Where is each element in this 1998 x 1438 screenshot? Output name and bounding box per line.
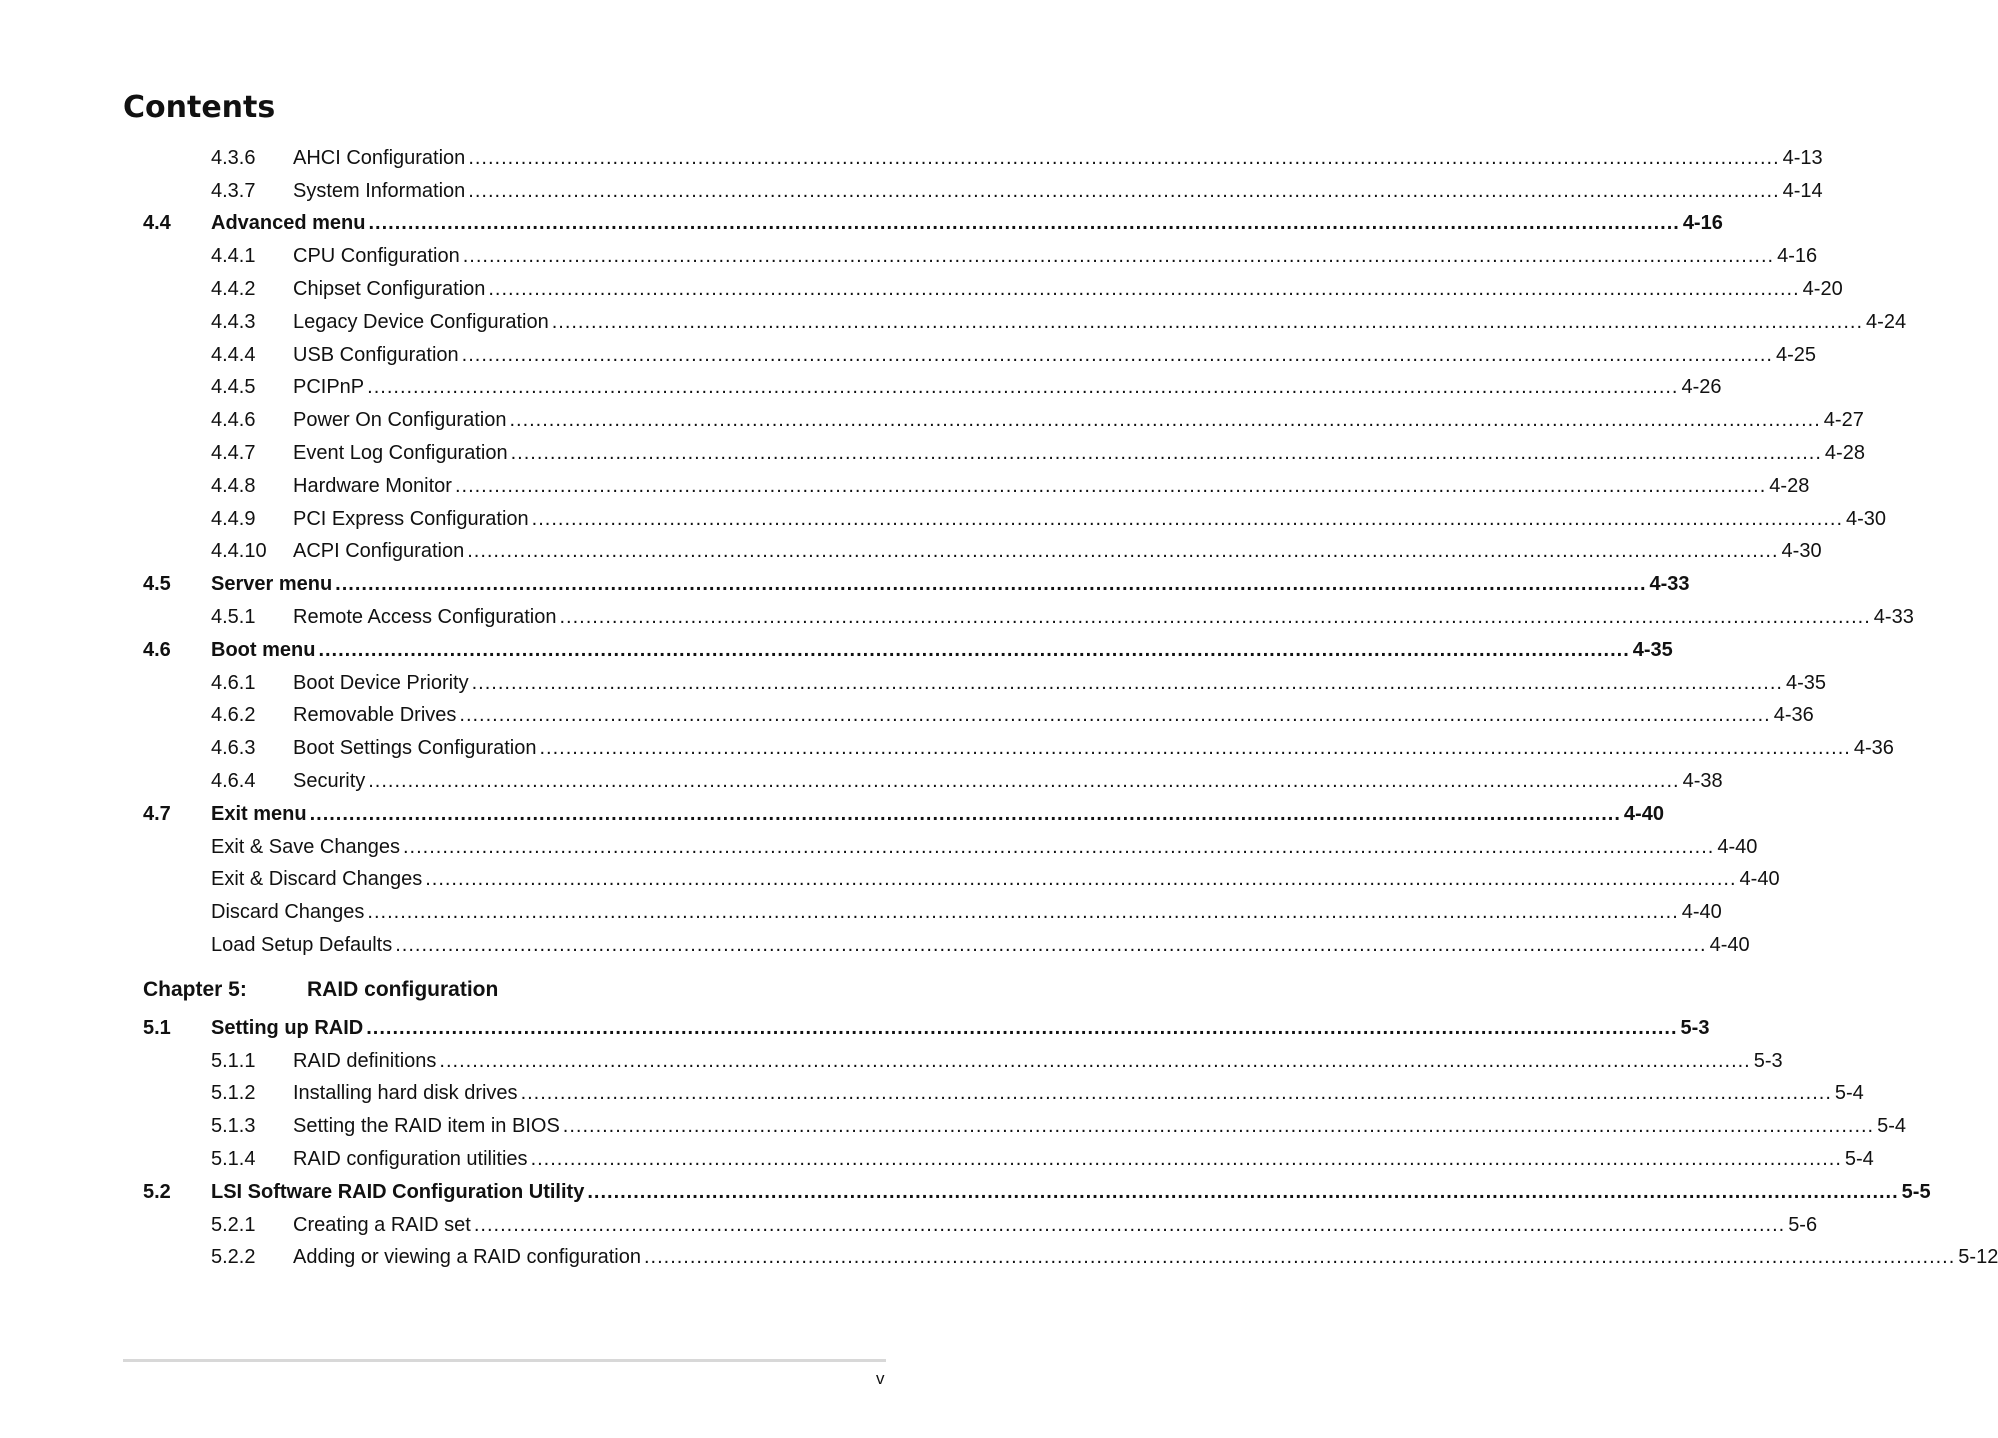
leader-dots: ........................................................................................................................................................................................................: [531, 507, 1843, 530]
toc-entry-page: 4-40: [1681, 901, 1722, 924]
toc-entry-page: 4-35: [1785, 671, 1826, 694]
toc-entry[interactable]: [143, 404, 1864, 437]
toc-entry[interactable]: [143, 1143, 1874, 1176]
toc-entry-title: RAID configuration utilities: [293, 1148, 528, 1171]
toc-entry-number: 4.4.2: [211, 278, 256, 301]
toc-entry[interactable]: [143, 798, 1664, 831]
toc-entry-title: Server menu: [211, 573, 333, 596]
toc-entry-page: 5-4: [1877, 1115, 1907, 1138]
leader-dots: ........................................................................................................................................................................................................: [530, 1148, 1842, 1171]
toc-entry-number: 5.2.1: [211, 1213, 256, 1236]
leader-dots: ........................................................................................................................................................................................................: [551, 310, 1864, 333]
leader-dots: ........................................................................................................................................................................................................: [559, 606, 1871, 629]
toc-entry-title: CPU Configuration: [293, 245, 460, 268]
leader-dots: ........................................................................................................................................................................................................: [468, 179, 1780, 202]
toc-entry-number: 4.6.2: [211, 704, 256, 727]
toc-entry[interactable]: [143, 700, 1814, 733]
toc-entry-page: 4-26: [1681, 376, 1722, 399]
toc-entry-page: 4-40: [1739, 868, 1780, 891]
toc-entry[interactable]: [143, 1242, 1998, 1275]
leader-dots: ........................................................................................................................................................................................................: [403, 835, 1715, 858]
toc-entry[interactable]: [143, 929, 1750, 962]
toc-entry-number: 4.7: [143, 802, 171, 825]
leader-dots: ........................................................................................................................................................................................................: [366, 1016, 1678, 1039]
toc-entry-page: 4-30: [1846, 507, 1887, 530]
toc-entry-title: Adding or viewing a RAID configuration: [293, 1246, 641, 1269]
toc-entry-title: Setting the RAID item in BIOS: [293, 1115, 560, 1138]
toc-entry[interactable]: [143, 1176, 1931, 1209]
toc-entry-page: 5-12: [1958, 1246, 1998, 1269]
toc-entry-page: 4-36: [1853, 737, 1894, 760]
toc-entry-page: 4-24: [1866, 310, 1907, 333]
leader-dots: ........................................................................................................................................................................................................: [473, 1213, 1786, 1236]
toc-entry-number: 4.4.1: [211, 245, 256, 268]
toc-entry-number: 4.4.4: [211, 343, 256, 366]
leader-dots: ........................................................................................................................................................................................................: [395, 934, 1707, 957]
toc-entry-title: PCI Express Configuration: [293, 507, 529, 530]
toc-entry-page: 4-40: [1623, 802, 1664, 825]
toc-entry[interactable]: [143, 634, 1673, 667]
leader-dots: ........................................................................................................................................................................................................: [454, 474, 1767, 497]
toc-entry-page: 4-28: [1824, 442, 1865, 465]
toc-entry-title: PCIPnP: [293, 376, 365, 399]
leader-dots: ........................................................................................................................................................................................................: [510, 442, 1822, 465]
toc-entry-page: 5-6: [1788, 1213, 1818, 1236]
toc-entry-title: Discard Changes: [211, 901, 365, 924]
toc-entry-page: 5-3: [1680, 1016, 1710, 1039]
toc-entry-page: 4-40: [1709, 934, 1750, 957]
leader-dots: ........................................................................................................................................................................................................: [587, 1180, 1899, 1203]
toc-entry-number: 4.4.5: [211, 376, 256, 399]
leader-dots: ........................................................................................................................................................................................................: [520, 1082, 1832, 1105]
toc-entry-number: 4.4.10: [211, 540, 267, 563]
leader-dots: ........................................................................................................................................................................................................: [309, 802, 1621, 825]
toc-entry-page: 4-30: [1781, 540, 1822, 563]
toc-entry-number: 4.6.4: [211, 770, 256, 793]
toc-entry[interactable]: [143, 306, 1907, 339]
toc-entry-title: Power On Configuration: [293, 409, 507, 432]
leader-dots: ........................................................................................................................................................................................................: [462, 245, 1775, 268]
toc-entry-number: 5.1.3: [211, 1115, 256, 1138]
leader-dots: ........................................................................................................................................................................................................: [368, 212, 1680, 235]
table-of-contents-chapter-5: [143, 1012, 1998, 1274]
toc-entry-title: AHCI Configuration: [293, 146, 466, 169]
toc-entry[interactable]: [143, 175, 1823, 208]
toc-entry[interactable]: [143, 503, 1887, 536]
leader-dots: ........................................................................................................................................................................................................: [367, 901, 1679, 924]
toc-entry-page: 4-14: [1782, 179, 1823, 202]
toc-entry-title: Exit menu: [211, 802, 307, 825]
toc-entry-number: 5.1: [143, 1016, 171, 1039]
toc-entry-page: 4-27: [1823, 409, 1864, 432]
toc-entry-page: 4-33: [1649, 573, 1690, 596]
toc-entry-title: Installing hard disk drives: [293, 1082, 518, 1105]
toc-entry-number: 4.4.9: [211, 507, 256, 530]
toc-entry-page: 5-4: [1834, 1082, 1864, 1105]
toc-entry-title: Boot Device Priority: [293, 671, 469, 694]
toc-entry[interactable]: [143, 864, 1780, 897]
table-of-contents: [143, 142, 1914, 962]
leader-dots: ........................................................................................................................................................................................................: [459, 704, 1771, 727]
toc-entry-title: Setting up RAID: [211, 1016, 364, 1039]
page-number: v: [876, 1369, 885, 1388]
toc-entry-title: ACPI Configuration: [293, 540, 465, 563]
toc-entry-number: 4.4.6: [211, 409, 256, 432]
chapter-label: Chapter 5:: [143, 978, 247, 1001]
toc-entry[interactable]: [143, 1110, 1907, 1143]
toc-entry-title: Advanced menu: [211, 212, 366, 235]
toc-entry[interactable]: [143, 437, 1865, 470]
toc-entry[interactable]: [143, 142, 1823, 175]
toc-entry-number: 5.1.4: [211, 1148, 256, 1171]
toc-entry-number: 4.4: [143, 212, 171, 235]
toc-entry-title: Boot Settings Configuration: [293, 737, 537, 760]
toc-entry-page: 4-35: [1632, 638, 1673, 661]
toc-entry-page: 4-40: [1717, 835, 1758, 858]
leader-dots: ........................................................................................................................................................................................................: [562, 1115, 1875, 1138]
toc-entry-number: 4.6.3: [211, 737, 256, 760]
toc-entry-page: 4-28: [1769, 474, 1810, 497]
leader-dots: ........................................................................................................................................................................................................: [468, 146, 1780, 169]
toc-entry-page: 5-4: [1844, 1148, 1874, 1171]
toc-entry[interactable]: [143, 1078, 1864, 1111]
toc-entry-number: 4.4.7: [211, 442, 256, 465]
toc-entry[interactable]: [143, 536, 1822, 569]
toc-entry[interactable]: [143, 667, 1826, 700]
chapter-title: RAID configuration: [307, 978, 499, 1001]
toc-entry-title: Chipset Configuration: [293, 278, 486, 301]
toc-entry-number: 5.1.1: [211, 1049, 256, 1072]
toc-entry-number: 4.5: [143, 573, 171, 596]
toc-entry[interactable]: [143, 1012, 1710, 1045]
toc-entry[interactable]: [143, 339, 1817, 372]
toc-entry-title: Load Setup Defaults: [211, 934, 393, 957]
toc-entry-title: System Information: [293, 179, 466, 202]
leader-dots: ........................................................................................................................................................................................................: [539, 737, 1851, 760]
leader-dots: ........................................................................................................................................................................................................: [335, 573, 1647, 596]
toc-entry-number: 4.5.1: [211, 606, 256, 629]
toc-entry-title: Creating a RAID set: [293, 1213, 471, 1236]
leader-dots: ........................................................................................................................................................................................................: [488, 278, 1800, 301]
leader-dots: ........................................................................................................................................................................................................: [318, 638, 1630, 661]
leader-dots: ........................................................................................................................................................................................................: [439, 1049, 1751, 1072]
toc-entry[interactable]: [143, 240, 1818, 273]
toc-entry-title: Hardware Monitor: [293, 474, 452, 497]
toc-entry-page: 4-16: [1777, 245, 1818, 268]
toc-entry-page: 4-13: [1782, 146, 1823, 169]
toc-entry[interactable]: [143, 831, 1758, 864]
toc-entry-number: 4.3.7: [211, 179, 256, 202]
toc-entry-number: 5.1.2: [211, 1082, 256, 1105]
leader-dots: ........................................................................................................................................................................................................: [509, 409, 1821, 432]
toc-entry-page: 4-38: [1682, 770, 1723, 793]
footer-divider: [123, 1359, 886, 1362]
leader-dots: ........................................................................................................................................................................................................: [425, 868, 1737, 891]
toc-entry-page: 4-33: [1873, 606, 1914, 629]
toc-entry-number: 4.6: [143, 638, 171, 661]
toc-entry[interactable]: [143, 732, 1894, 765]
leader-dots: ........................................................................................................................................................................................................: [467, 540, 1779, 563]
toc-entry[interactable]: [143, 601, 1914, 634]
leader-dots: ........................................................................................................................................................................................................: [643, 1246, 1956, 1269]
toc-entry-title: Removable Drives: [293, 704, 457, 727]
toc-entry[interactable]: [143, 273, 1843, 306]
toc-entry[interactable]: [143, 1045, 1783, 1078]
toc-entry[interactable]: [143, 1209, 1818, 1242]
toc-entry[interactable]: [143, 765, 1723, 798]
toc-entry[interactable]: [143, 208, 1723, 241]
toc-entry-title: RAID definitions: [293, 1049, 437, 1072]
toc-entry-page: 4-36: [1773, 704, 1814, 727]
page-title: Contents: [123, 90, 276, 125]
toc-entry-title: USB Configuration: [293, 343, 459, 366]
toc-entry-title: Event Log Configuration: [293, 442, 508, 465]
toc-entry-page: 4-20: [1802, 278, 1843, 301]
toc-entry-title: Legacy Device Configuration: [293, 310, 549, 333]
toc-entry[interactable]: [143, 372, 1722, 405]
toc-entry-page: 4-16: [1682, 212, 1723, 235]
toc-entry-page: 4-25: [1775, 343, 1817, 366]
toc-entry-number: 4.4.3: [211, 310, 256, 333]
toc-entry-page: 5-5: [1901, 1180, 1931, 1203]
toc-entry-number: 5.2.2: [211, 1246, 256, 1269]
toc-entry-title: Boot menu: [211, 638, 316, 661]
toc-entry-number: 5.2: [143, 1180, 171, 1203]
toc-entry-title: Remote Access Configuration: [293, 606, 557, 629]
leader-dots: ........................................................................................................................................................................................................: [367, 376, 1679, 399]
toc-entry[interactable]: [143, 470, 1810, 503]
toc-entry-page: 5-3: [1753, 1049, 1783, 1072]
toc-entry-title: Security: [293, 770, 366, 793]
toc-entry-title: LSI Software RAID Configuration Utility: [211, 1180, 585, 1203]
chapter-heading: [143, 978, 499, 1002]
toc-entry-number: 4.3.6: [211, 146, 256, 169]
toc-entry[interactable]: [143, 568, 1690, 601]
toc-entry-title: Exit & Discard Changes: [211, 868, 423, 891]
toc-entry-number: 4.6.1: [211, 671, 256, 694]
toc-entry-title: Exit & Save Changes: [211, 835, 400, 858]
leader-dots: ........................................................................................................................................................................................................: [368, 770, 1680, 793]
leader-dots: ........................................................................................................................................................................................................: [461, 343, 1773, 366]
leader-dots: ........................................................................................................................................................................................................: [471, 671, 1783, 694]
toc-entry-number: 4.4.8: [211, 474, 256, 497]
toc-entry[interactable]: [143, 896, 1722, 929]
